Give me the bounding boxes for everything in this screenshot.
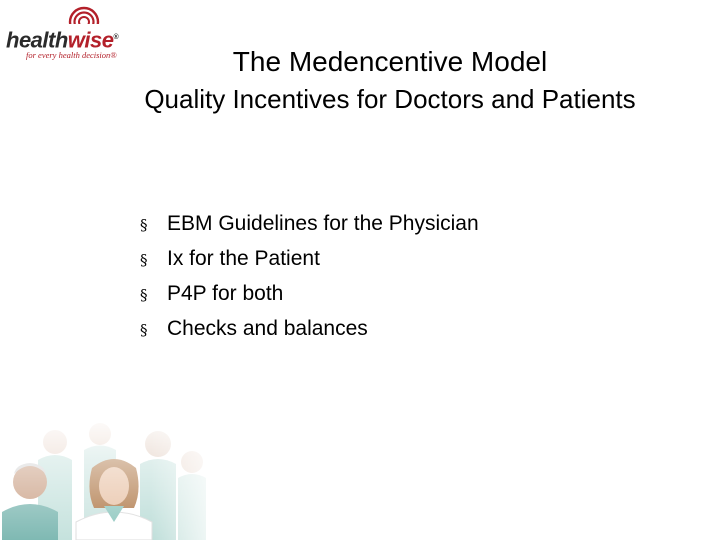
bullet-marker: § <box>140 251 148 269</box>
bullet-text: EBM Guidelines for the Physician <box>167 212 479 235</box>
title-subtitle: Quality Incentives for Doctors and Patients <box>144 84 636 114</box>
healthwise-logo <box>6 6 141 62</box>
bullet-text: Checks and balances <box>167 317 368 340</box>
bullet-marker: § <box>140 321 148 339</box>
bullet-text: P4P for both <box>167 282 284 305</box>
bullet-item <box>140 241 479 276</box>
bullet-item <box>140 311 479 346</box>
registered-mark: ® <box>113 34 119 41</box>
bullet-marker: § <box>140 216 148 234</box>
title-main: The Medencentive Model <box>232 46 548 77</box>
logo-wordmark <box>6 26 118 52</box>
slide-title <box>140 44 640 118</box>
bullet-text: Ix for the Patient <box>167 247 320 270</box>
bullet-item <box>140 206 479 241</box>
logo-word-wise: wise <box>67 27 114 53</box>
medical-staff-photo <box>0 412 215 540</box>
bullet-marker: § <box>140 286 148 304</box>
logo-tagline: for every health decision® <box>26 50 117 60</box>
bullet-list <box>140 206 479 346</box>
bullet-item <box>140 276 479 311</box>
logo-word-health: health <box>6 27 68 53</box>
